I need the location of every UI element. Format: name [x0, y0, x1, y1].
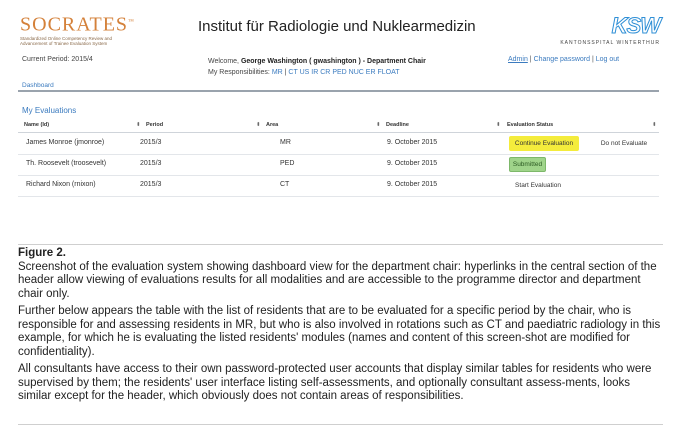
- sort-icon[interactable]: ⬍: [256, 122, 261, 128]
- caption-divider: [18, 244, 663, 245]
- cell-period: 2015/3: [140, 139, 162, 146]
- ksw-logo: [560, 13, 660, 46]
- cell-name: James Monroe (jmonroe): [26, 139, 105, 146]
- responsibilities-label: My Responsibilities:: [208, 69, 272, 76]
- table-row: [18, 175, 659, 197]
- sort-icon[interactable]: ⬍: [136, 122, 141, 128]
- cell-area: CT: [280, 181, 290, 188]
- responsibility-mr[interactable]: MR: [271, 69, 283, 76]
- welcome-user: George Washington ( gwashington ) - Department Chair: [240, 58, 426, 65]
- caption-bottom-divider: [18, 424, 663, 425]
- admin-link[interactable]: Admin: [508, 56, 528, 63]
- responsibility-ct[interactable]: CT: [288, 69, 298, 76]
- table-row: [18, 154, 659, 176]
- responsibility-float[interactable]: FLOAT: [377, 69, 400, 76]
- responsibility-ir[interactable]: IR: [311, 69, 319, 76]
- change-password-link[interactable]: Change password: [533, 56, 590, 63]
- column-header-status[interactable]: Evaluation Status: [507, 122, 554, 128]
- responsibility-cr[interactable]: CR: [320, 69, 331, 76]
- figure-label: Figure 2.: [18, 247, 66, 259]
- cell-deadline: 9. October 2015: [387, 160, 438, 167]
- caption-paragraph-2: Further below appears the table with the list of residents that are to be evaluated for a specific period by the chair, who is responsible for and assessing residents in MR, but who is also involved in rotations such as CT and paediatric radiology in this example, for which he is evaluating the listed residents' modules (names and content of this screen-shot are modified for confidentiality).: [18, 305, 661, 358]
- cell-deadline: 9. October 2015: [387, 181, 438, 188]
- figure-caption: [18, 247, 663, 408]
- sort-icon[interactable]: ⬍: [652, 122, 657, 128]
- institute-title: Institut für Radiologie und Nuklearmedizin: [198, 18, 476, 35]
- cell-period: 2015/3: [140, 181, 162, 188]
- table-header: [18, 120, 659, 133]
- logout-link[interactable]: Log out: [595, 56, 620, 63]
- column-header-deadline[interactable]: Deadline: [386, 122, 409, 128]
- cell-name: Richard Nixon (rnixon): [26, 181, 96, 188]
- caption-paragraph-3: All consultants have access to their own password-protected user accounts that display similar tables for residents who were supervised by them; the residents' user interface listing self-assessments, and optionally consultant assess-ments, looks similar except for the header, which obviously does not contain areas of responsibilities.: [18, 363, 652, 402]
- start-evaluation-button[interactable]: Start Evaluation: [515, 182, 561, 189]
- logo-word: SOCRATES: [20, 13, 129, 36]
- socrates-logo: [20, 12, 135, 46]
- column-header-period[interactable]: Period: [146, 122, 164, 128]
- welcome-block: Welcome, George Washington ( gwashington ) - Department Chair My Responsibilities: MR | CT US IR CR PED NUC ER FLOAT: [208, 58, 426, 76]
- current-period: Current Period: 2015/4: [22, 56, 93, 63]
- cell-name: Th. Roosevelt (troosevelt): [26, 160, 107, 167]
- responsibility-ped[interactable]: PED: [332, 69, 347, 76]
- cell-area: MR: [280, 139, 291, 146]
- user-links: Admin | Change password | Log out: [508, 56, 620, 63]
- responsibility-er[interactable]: ER: [365, 69, 376, 76]
- cell-area: PED: [280, 160, 295, 167]
- logo-tm: ™: [128, 19, 135, 25]
- logo-tagline: Standardized Online Competency Review and Advancement of Trainee Evaluation System: [20, 35, 113, 46]
- continue-evaluation-button[interactable]: Continue Evaluation: [509, 136, 579, 151]
- nav-bar: [18, 80, 659, 92]
- submitted-badge[interactable]: Submitted: [509, 157, 546, 172]
- sort-icon[interactable]: ⬍: [496, 122, 501, 128]
- caption-paragraph-1: Screenshot of the evaluation system showing dashboard view for the department chair: hyperlinks in the central section of the header allow viewing of evaluations results for all modalities and are accessible to the programme director and department chair only.: [18, 260, 657, 300]
- ksw-subtitle: KANTONSSPITAL WINTERTHUR: [560, 40, 660, 46]
- responsibility-us[interactable]: US: [299, 69, 310, 76]
- do-not-evaluate-button[interactable]: Do not Evaluate: [600, 140, 648, 147]
- dashboard-link[interactable]: Dashboard: [22, 82, 54, 89]
- cell-period: 2015/3: [140, 160, 162, 167]
- ksw-mark: KSW: [611, 13, 660, 38]
- welcome-prefix: Welcome,: [208, 58, 241, 65]
- table-row: [18, 133, 659, 155]
- responsibility-nuc[interactable]: NUC: [348, 69, 364, 76]
- column-header-area[interactable]: Area: [266, 122, 279, 128]
- column-header-name[interactable]: Name (Id): [24, 122, 50, 128]
- cell-deadline: 9. October 2015: [387, 139, 438, 146]
- sort-icon[interactable]: ⬍: [376, 122, 381, 128]
- section-title: My Evaluations: [22, 106, 77, 115]
